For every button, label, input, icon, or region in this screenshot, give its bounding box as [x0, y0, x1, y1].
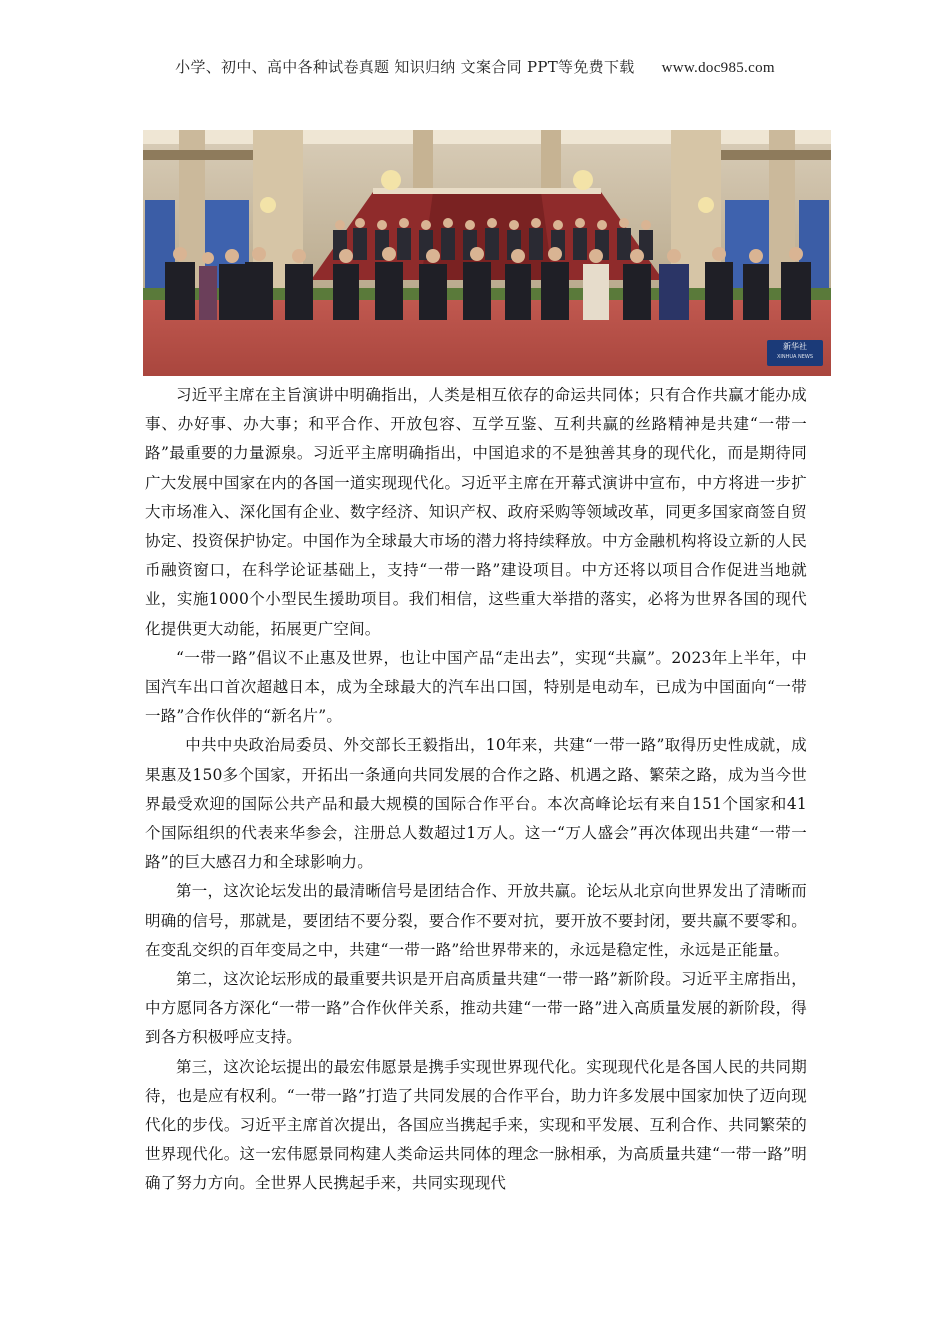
paragraph: “一带一路”倡议不止惠及世界，也让中国产品“走出去”，实现“共赢”。2023年上半年，中国汽车出口首次超越日本，成为全球最大的汽车出口国，特别是电动车，已成为中国面向“一带一路”合作伙伴的“新名片”。 — [145, 648, 807, 726]
watermark-line1: 新华社 — [783, 342, 807, 351]
paragraph: 中共中央政治局委员、外交部长王毅指出，10年来，共建“一带一路”取得历史性成就，成果惠及150多个国家，开拓出一条通向共同发展的合作之路、机遇之路、繁荣之路，成为当今世界最受欢迎的国际公共产品和最大规模的国际合作平台。本次高峰论坛有来自151个国家和41个国际组织的代表来华参会，注册总人数超过1万人。这一“万人盛会”再次体现出共建“一带一路”的巨大感召力和全球影响力。 — [145, 736, 807, 872]
paragraph: 习近平主席在主旨演讲中明确指出，人类是相互依存的命运共同体；只有合作共赢才能办成事、办好事、办大事；和平合作、开放包容、互学互鉴、互利共赢的丝路精神是共建“一带一路”最重要的力量源泉。习近平主席明确指出，中国追求的不是独善其身的现代化，而是期待同广大发展中国家在内的各国一道实现现代化。习近平主席在开幕式演讲中宣布，中方将进一步扩大市场准入、深化国有企业、数字经济、知识产权、政府采购等领域改革，同更多国家商签自贸协定、投资保护协定。中国作为全球最大市场的潜力将持续释放。中方金融机构将设立新的人民币融资窗口，在科学论证基础上，支持“一带一路”建设项目。中方还将以项目合作促进当地就业，实施1000个小型民生援助项目。我们相信，这些重大举措的落实，必将为世界各国的现代化提供更大动能，拓展更广空间。 — [145, 386, 807, 638]
group-photo-illustration — [143, 130, 831, 376]
xinhua-watermark-logo — [767, 340, 823, 366]
header-title: 小学、初中、高中各种试卷真题 知识归纳 文案合同 PPT等免费下载 — [175, 58, 635, 76]
group-photo — [143, 130, 831, 376]
paragraph: 第二，这次论坛形成的最重要共识是开启高质量共建“一带一路”新阶段。习近平主席指出，中方愿同各方深化“一带一路”合作伙伴关系，推动共建“一带一路”进入高质量发展的新阶段，得到各方积极呼应支持。 — [145, 970, 807, 1047]
paragraph: 第一，这次论坛发出的最清晰信号是团结合作、开放共赢。论坛从北京向世界发出了清晰而明确的信号，那就是，要团结不要分裂，要合作不要对抗，要开放不要封闭，要共赢不要零和。在变乱交织的百年变局之中，共建“一带一路”给世界带来的，永远是稳定性，永远是正能量。 — [145, 882, 807, 959]
page-header — [0, 56, 950, 77]
watermark-line2: XINHUA NEWS — [776, 354, 814, 360]
article-body — [145, 381, 807, 1199]
paragraph: 第三，这次论坛提出的最宏伟愿景是携手实现世界现代化。实现现代化是各国人民的共同期待，也是应有权利。“一带一路”打造了共同发展的合作平台，助力许多发展中国家加快了迈向现代化的步伐。习近平主席首次提出，各国应当携起手来，实现和平发展、互利合作、共同繁荣的世界现代化。这一宏伟愿景同构建人类命运共同体的理念一脉相承，为高质量共建“一带一路”明确了努力方向。全世界人民携起手来，共同实现现代 — [145, 1057, 807, 1193]
header-site-link[interactable]: www.doc985.com — [661, 60, 775, 76]
